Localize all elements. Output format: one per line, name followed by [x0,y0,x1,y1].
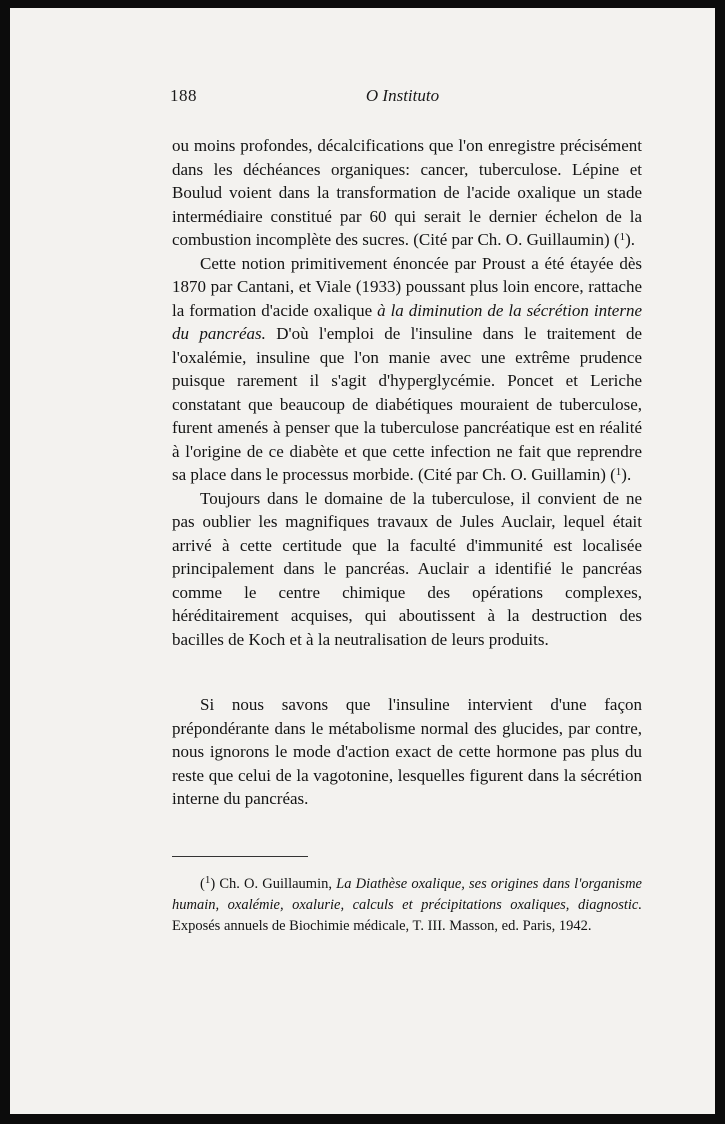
text-segment: Toujours dans le domaine de la tuberculose, il convient de ne pas oublier les magnifiques travaux de Jules Auclair, lequel était arrivé à cette certitude que la faculté d'immunité est localisée principalement dans le pancréas. Auclair a identifié le pancréas comme le centre chimique des opérations complexes, héréditairement acquises, qui aboutissent à la destruction des bacilles de Koch et à la neutralisation de leurs produits. [172,488,642,649]
book-page [10,8,715,1114]
footnote-reference: 1 [204,874,211,886]
paragraph [172,134,642,252]
footnote-reference: 1 [615,466,622,478]
journal-title: O Instituto [365,86,440,105]
text-segment: Si nous savons que l'insuline intervient d'une façon prépondérante dans le métabolisme normal des glucides, par contre, nous ignorons le mode d'action exact de cette hormone pas plus du reste que celui de la vagotonine, lesquelles figurent dans la sécrétion interne du pancréas. [172,695,642,808]
text-segment: ). [621,465,632,484]
running-header [170,86,635,110]
footnote-divider [172,856,308,857]
text-segment: à la diminution de la sécrétion interne du pancréas. [172,300,642,343]
footnote-reference: 1 [619,231,626,243]
footnote [172,874,642,937]
text-segment: Cette notion primitivement énoncée par Proust a été étayée dès 1870 par Cantani, et Viale (1933) poussant plus loin encore, rattache la formation d'acide oxalique [172,253,642,320]
paragraph [172,487,642,652]
page-number: 188 [170,86,197,105]
paragraph-gap [172,651,642,693]
text-segment: D'où l'emploi de l'insuline dans le traitement de l'oxalémie, insuline que l'on manie avec une extrême prudence puisque rarement il s'agit d'hyperglycémie. Poncet et Leriche constatant que beaucoup de diabétiques mouraient de tuberculose, furent amenés à penser que la tuberculose pancréatique est en réalité à l'origine de ce diabète et que cette infection ne fait que reprendre sa place dans le processus morbide. (Cité par Ch. O. Guillamin) ( [172,324,642,484]
text-segment: ( [200,876,205,892]
text-segment: ou moins profondes, décalcifications que l'on enregistre précisément dans les déchéances organiques: cancer, tuberculose. Lépine et Boulud voient dans la transformation de l'acide oxalique un stade intermédiaire constitué par 60 qui serait le dernier échelon de la combustion incomplète des sucres. (Cité par Ch. O. Guillaumin) ( [172,136,642,249]
body-text [172,134,642,811]
footnote-text [172,874,642,937]
text-segment: ) Ch. O. Guillaumin, [210,876,337,892]
paragraph [172,693,642,811]
paragraph [172,252,642,487]
text-segment: ). [625,230,635,249]
text-segment: Exposés annuels de Biochimie médicale, T. III. Masson, ed. Paris, 1942. [172,918,592,934]
text-segment: La Diathèse oxalique, ses origines dans l'organisme humain, oxalémie, oxalurie, calculs et précipitations oxaliques, diagnostic. [172,876,642,913]
